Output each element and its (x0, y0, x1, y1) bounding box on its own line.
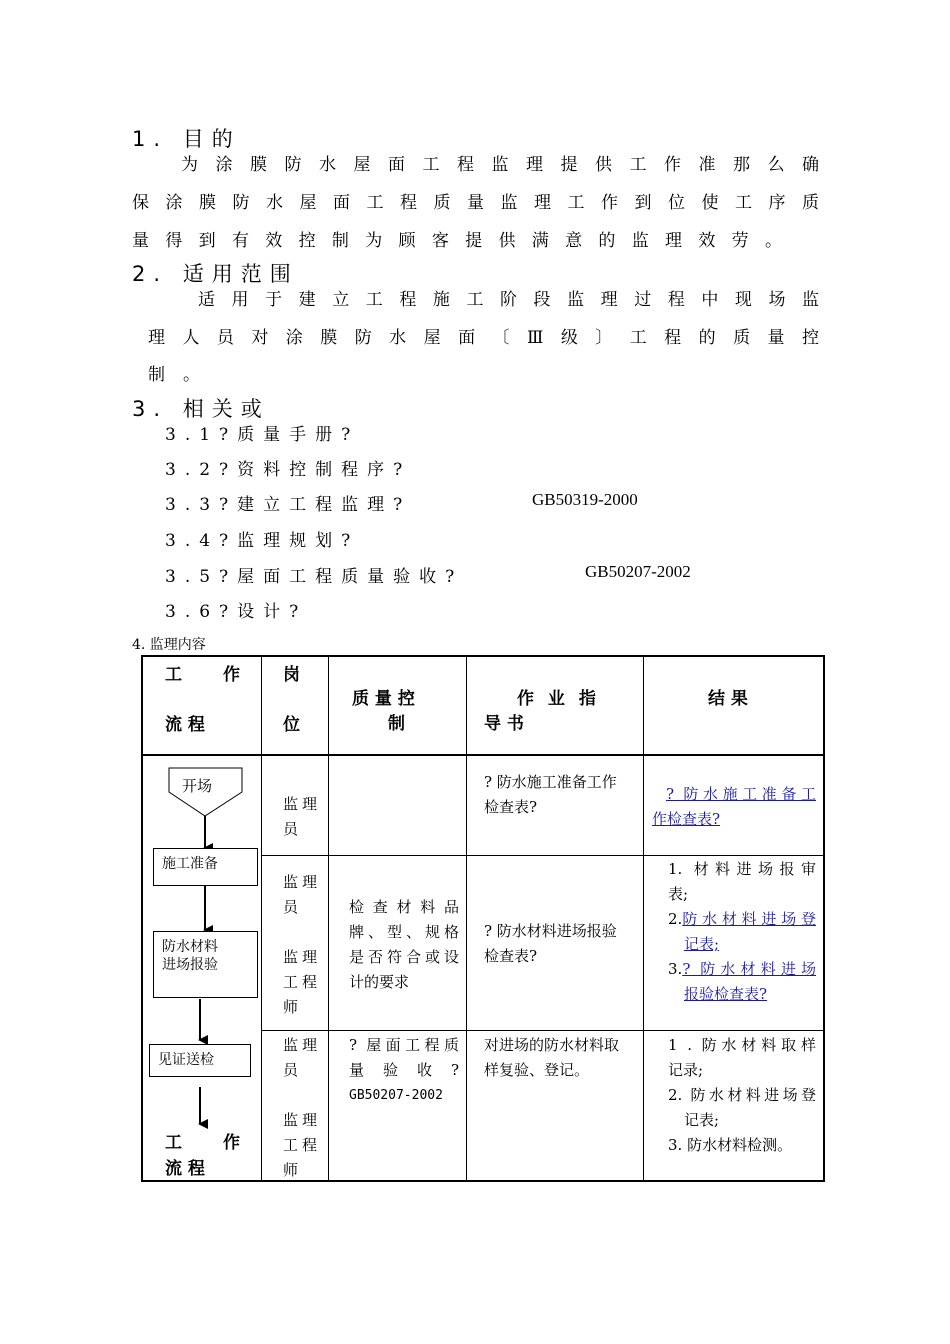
post-line: 师 (283, 998, 303, 1016)
result-link-line[interactable]: 作检查表? (652, 810, 721, 828)
header-flow-line-2: 流 程 (165, 715, 205, 735)
reference-item: 3.2?资料控制程序? (165, 460, 412, 480)
header-guide-line-1: 作 业 指 (517, 689, 596, 709)
result-link-line[interactable]: 报验检查表? (684, 985, 768, 1003)
post-line: 监理 (283, 1111, 322, 1129)
row-3-post (283, 1033, 321, 1183)
flow-step-material (153, 931, 258, 998)
post-line: 监理 (283, 873, 322, 891)
reference-item: 3.6?设计? (165, 602, 308, 622)
section-2-heading: 2. 适用范围 (132, 262, 299, 286)
header-guide-line-2: 导 书 (484, 714, 524, 734)
row-2-guide (484, 919, 617, 969)
reference-item: 3.1?质量手册? (165, 425, 360, 445)
row-3-quality (349, 1033, 459, 1108)
section-2-line-1: 适用于建立工程施工阶段监理过程中现场监 (198, 290, 819, 310)
flow-footer-line-2: 流 程 (165, 1159, 205, 1179)
post-line: 工程 (283, 1136, 322, 1154)
flow-step-witness-label: 见证送检 (158, 1052, 214, 1068)
result-link-line[interactable]: 防水材料进场登 (682, 910, 816, 928)
post-line: 工程 (283, 973, 322, 991)
section-2-line-3: 制。 (148, 365, 218, 385)
quality-line: 是否符合或设 (349, 948, 459, 966)
flow-step-prep (153, 848, 258, 886)
result-link-line[interactable]: ? 防水施工准备工 (666, 785, 816, 803)
row-divider (261, 855, 824, 856)
quality-line: GB50207-2002 (349, 1088, 443, 1103)
row-2-result (668, 857, 816, 1007)
quality-line: 牌、型、规格 (349, 923, 459, 941)
section-1-line-3: 量得到有效控制为顾客提供满意的监理效劳。 (132, 231, 782, 251)
guide-line: 检查表? (484, 798, 538, 816)
column-divider (466, 655, 467, 1182)
result-link-line[interactable]: ? 防水材料进场 (682, 960, 816, 978)
reference-code: GB50207-2002 (585, 562, 691, 581)
row-2-quality (349, 895, 459, 995)
guide-line: 对进场的防水材料取 (484, 1036, 620, 1054)
reference-item: 3.3?建立工程监理? (165, 495, 412, 515)
post-line: 员 (283, 1061, 303, 1079)
row-1-result-link[interactable] (652, 782, 816, 832)
flow-step-witness (149, 1044, 251, 1077)
post-line: 监理 (283, 1036, 322, 1054)
table-border-right (823, 655, 825, 1182)
quality-line: 量 验 收 ? (349, 1061, 459, 1079)
quality-line: ? 屋面工程质 (349, 1036, 459, 1054)
result-line: 3. 防水材料检测。 (668, 1136, 793, 1154)
row-3-result (668, 1033, 816, 1158)
flow-step-material-line-2: 进场报验 (162, 957, 218, 973)
row-3-guide (484, 1033, 619, 1083)
result-item-2 (668, 907, 816, 932)
row-2-post (283, 870, 321, 1020)
column-divider (643, 655, 644, 1182)
section-3-heading: 3. 相关或 (132, 397, 270, 421)
guide-line: ? 防水材料进场报验 (484, 922, 617, 940)
post-line (283, 920, 321, 945)
header-result: 结 果 (708, 689, 748, 709)
result-prefix: 3. (668, 960, 683, 978)
flow-footer-line-1: 工 作 (165, 1133, 240, 1153)
result-prefix: 2. (668, 910, 683, 928)
reference-code: GB50319-2000 (532, 490, 638, 509)
post-line: 员 (283, 898, 303, 916)
quality-line: 计的要求 (349, 973, 410, 991)
row-1-guide (484, 770, 617, 820)
header-quality-line-1: 质 量 控 (352, 689, 415, 709)
column-divider (261, 655, 262, 1182)
guide-line: 检查表? (484, 947, 538, 965)
table-border-bottom (141, 1180, 825, 1182)
result-line: 记表; (684, 1111, 720, 1129)
quality-line: 检查材料品 (349, 898, 459, 916)
section-4-heading: 4. 监理内容 (132, 637, 206, 653)
post-line: 师 (283, 1161, 303, 1179)
section-1-line-2: 保涂膜防水屋面工程质量监理工作到位使工序质 (132, 193, 819, 213)
reference-item: 3.5?屋面工程质量验收? (165, 567, 464, 587)
column-divider (328, 655, 329, 1182)
guide-line: ? 防水施工准备工作 (484, 773, 617, 791)
post-line: 监理 (283, 948, 322, 966)
guide-line: 样复验、登记。 (484, 1061, 590, 1079)
section-1-line-1: 为涂膜防水屋面工程监理提供工作准那么确 (181, 155, 819, 175)
flow-start-label: 开场 (182, 777, 213, 795)
result-line: 1 . 防水材料取样 (668, 1036, 816, 1054)
result-item-3 (668, 957, 816, 982)
table-border-top (141, 655, 825, 657)
result-link-line[interactable]: 记表; (684, 935, 720, 953)
header-post-line-1: 岗 (283, 665, 300, 685)
post-line (283, 1083, 321, 1108)
post-line: 员 (283, 820, 303, 838)
reference-item: 3.4?监理规划? (165, 531, 360, 551)
section-2-line-2: 理人员对涂膜防水屋面〔Ⅲ级〕工程的质量控 (148, 328, 819, 348)
result-line: 1. 材料进场报审 (668, 860, 816, 878)
flow-step-prep-label: 施工准备 (162, 856, 218, 872)
header-post-line-2: 位 (283, 715, 300, 735)
section-1-heading: 1. 目的 (132, 127, 241, 151)
result-line: 记录; (668, 1061, 704, 1079)
post-line: 监理 (283, 795, 322, 813)
result-line: 2. 防水材料进场登 (668, 1086, 816, 1104)
header-flow-line-1: 工 作 (165, 665, 240, 685)
row-divider (261, 1030, 824, 1031)
result-line: 表; (668, 885, 689, 903)
row-1-post (283, 792, 321, 842)
header-quality-line-2: 制 (388, 714, 405, 734)
flow-step-material-line-1: 防水材料 (162, 939, 218, 955)
